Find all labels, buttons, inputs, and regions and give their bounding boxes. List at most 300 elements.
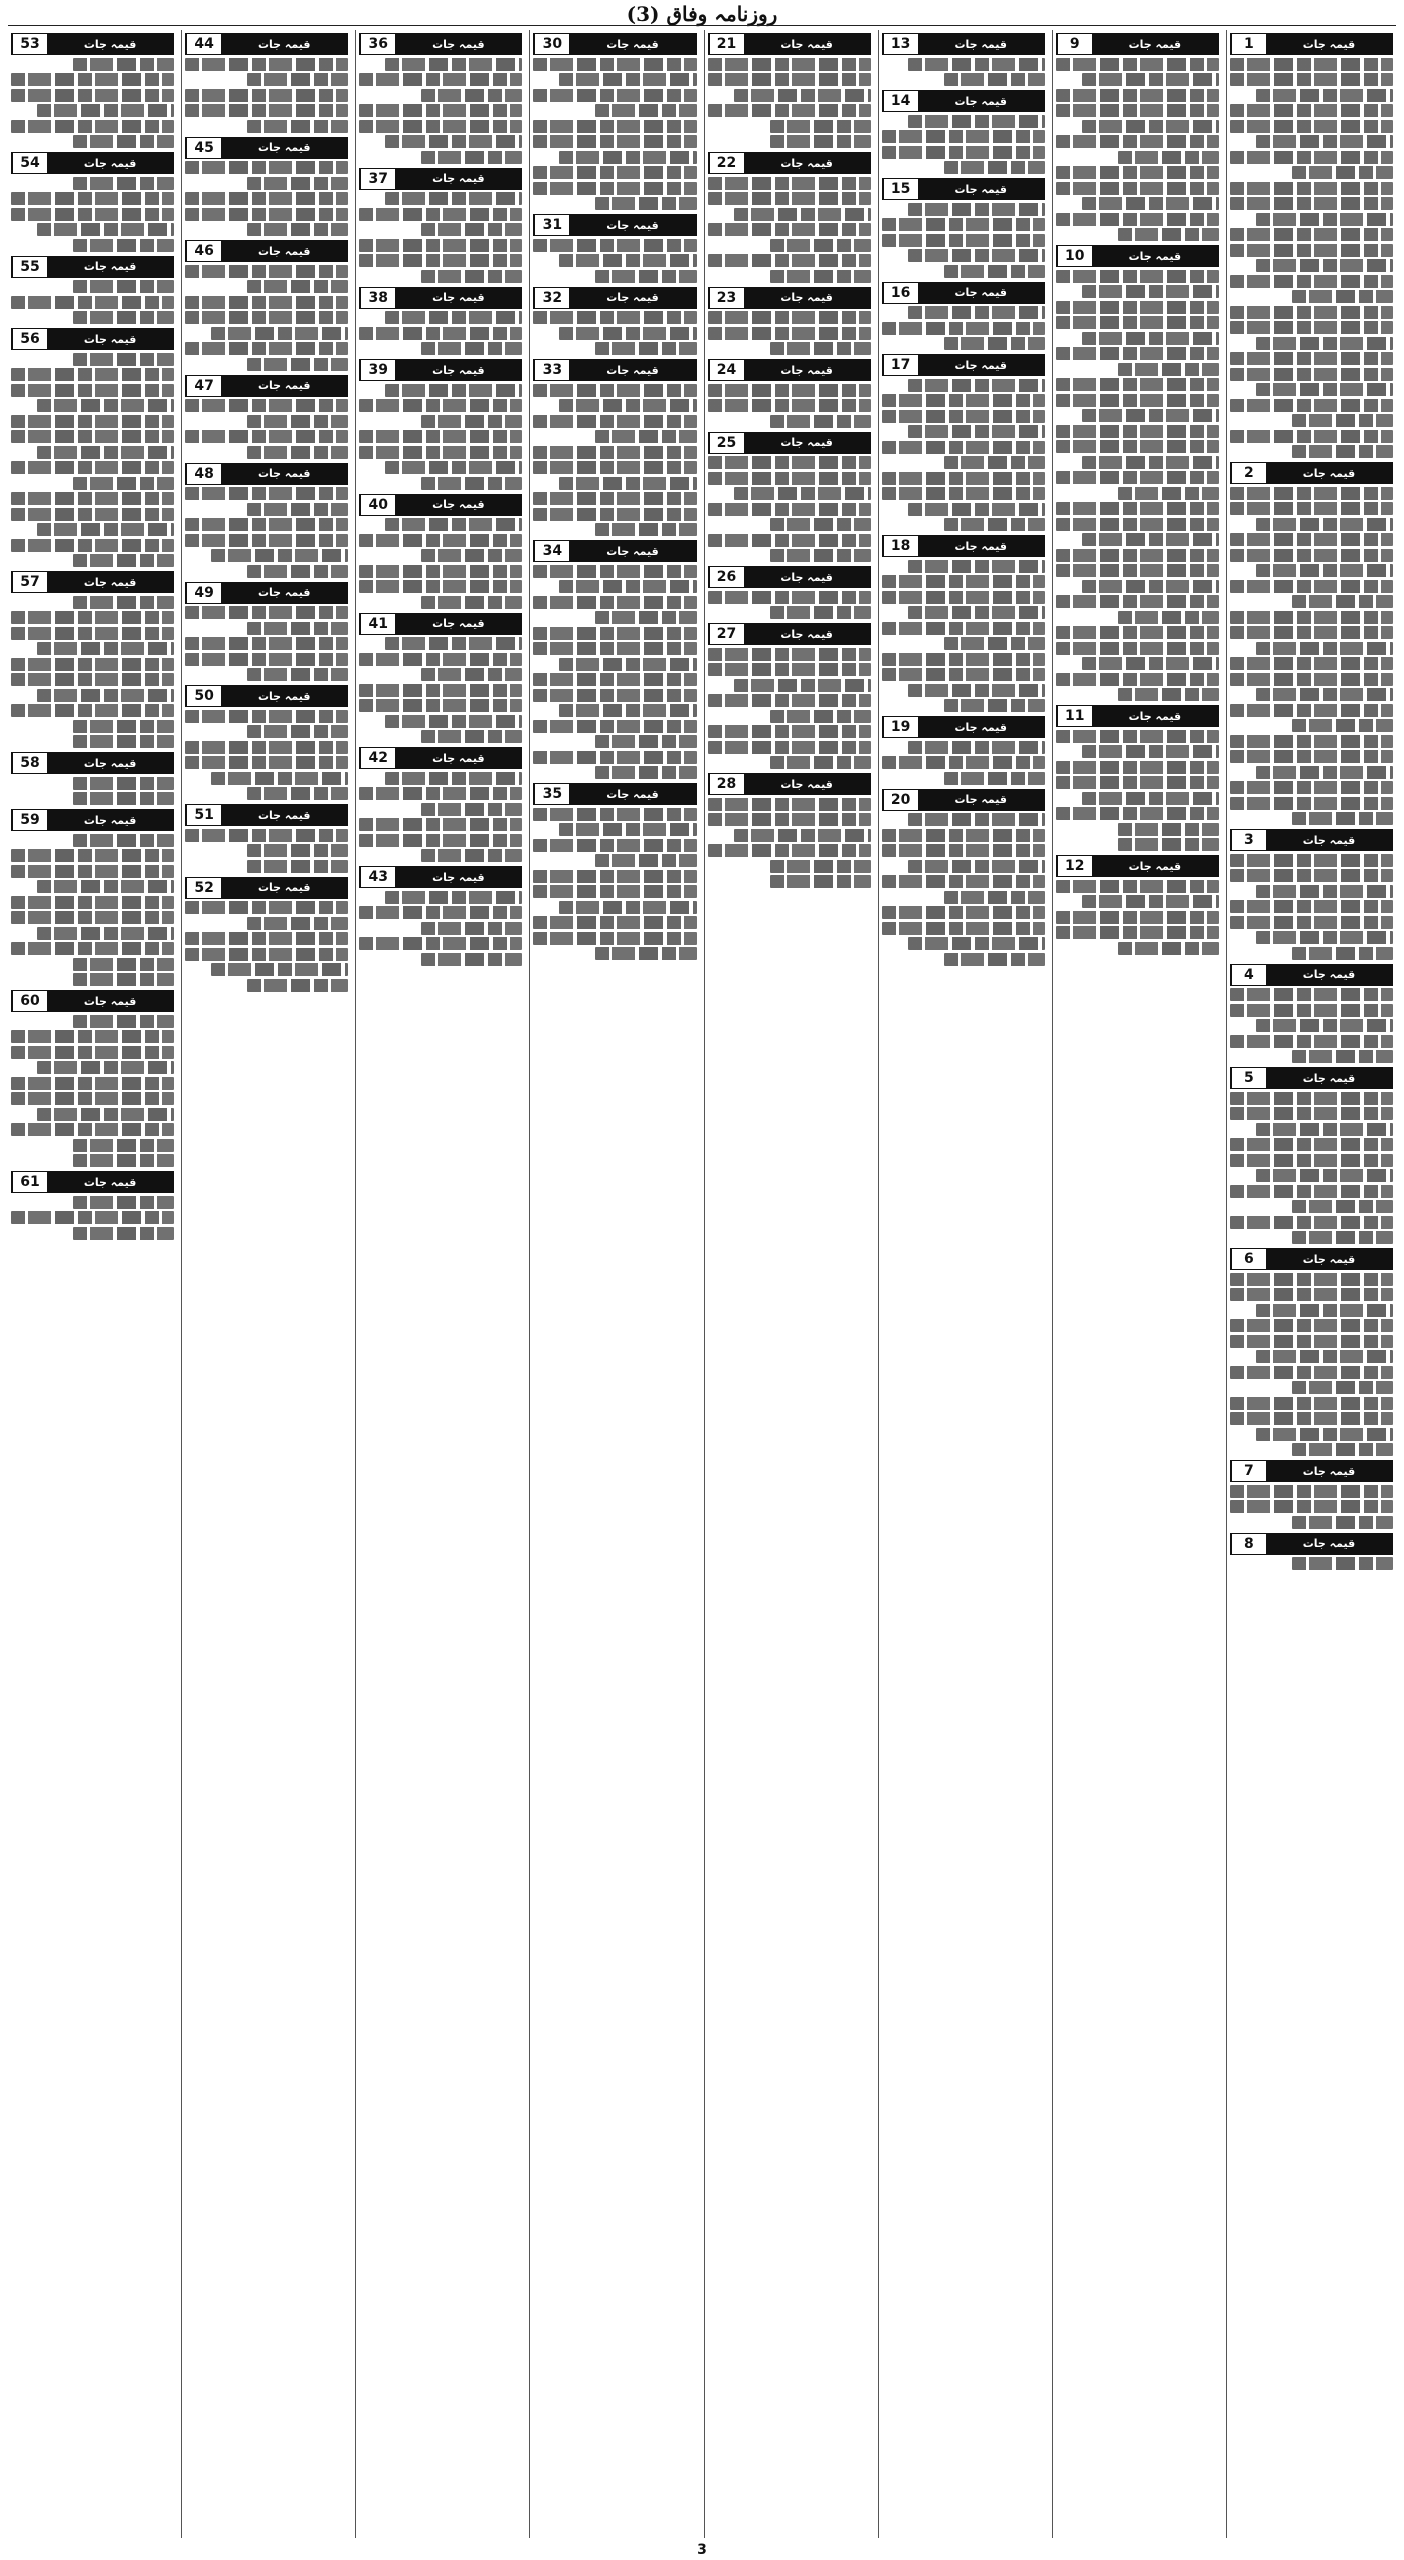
text-line [1292, 1516, 1393, 1529]
text-line [185, 653, 348, 666]
notice-header [185, 463, 348, 485]
text-line [37, 523, 174, 536]
notice-title: قیمہ جات [221, 583, 347, 603]
notice-title: قیمہ جات [744, 567, 870, 587]
text-line [708, 503, 871, 516]
text-line [1118, 151, 1219, 164]
notice-item-34 [533, 540, 696, 779]
text-line [247, 446, 348, 459]
text-line [1082, 745, 1219, 758]
text-line [1056, 378, 1219, 391]
text-line [359, 104, 522, 117]
text-line [11, 1077, 174, 1090]
notice-number: 20 [883, 790, 918, 810]
notice-item-28 [708, 773, 871, 888]
text-line [1230, 120, 1393, 133]
text-line [595, 947, 696, 960]
notice-title: قیمہ جات [221, 241, 347, 261]
text-line [385, 637, 522, 650]
notice-item-23 [708, 287, 871, 356]
text-line [11, 865, 174, 878]
column-7 [181, 30, 351, 2538]
notice-item-57 [11, 571, 174, 748]
notice-title: قیمہ جات [47, 753, 173, 773]
notice-number: 7 [1231, 1461, 1266, 1481]
text-line [559, 327, 696, 340]
notice-header [882, 33, 1045, 55]
notice-item-41 [359, 613, 522, 744]
notice-header [1230, 1248, 1393, 1270]
text-line [1256, 885, 1393, 898]
text-line [533, 839, 696, 852]
text-line [247, 668, 348, 681]
text-line [533, 89, 696, 102]
text-line [185, 311, 348, 324]
text-line [1256, 688, 1393, 701]
text-line [185, 829, 348, 842]
text-line [595, 611, 696, 624]
notice-header [708, 359, 871, 381]
notice-title: قیمہ جات [47, 329, 173, 349]
notice-title: قیمہ جات [1266, 830, 1392, 850]
notice-item-5 [1230, 1067, 1393, 1244]
masthead [0, 0, 1404, 28]
text-line [421, 477, 522, 490]
text-line [1056, 730, 1219, 743]
text-line [37, 927, 174, 940]
notice-title: قیمہ جات [47, 810, 173, 830]
text-line [73, 1015, 174, 1028]
text-line [1118, 838, 1219, 851]
text-line [1056, 104, 1219, 117]
text-line [533, 58, 696, 71]
text-line [1230, 1273, 1393, 1286]
notice-title: قیمہ جات [1266, 1534, 1392, 1554]
text-line [185, 948, 348, 961]
text-line [1230, 1035, 1393, 1048]
notice-title: قیمہ جات [47, 1172, 173, 1192]
text-line [908, 860, 1045, 873]
notice-item-24 [708, 359, 871, 428]
text-line [1056, 502, 1219, 515]
text-line [11, 89, 174, 102]
text-line [185, 518, 348, 531]
text-line [1256, 766, 1393, 779]
notice-title: قیمہ جات [47, 257, 173, 277]
text-line [1230, 58, 1393, 71]
text-line [770, 875, 871, 888]
notice-title: قیمہ جات [221, 138, 347, 158]
column-3 [878, 30, 1048, 2538]
text-line [708, 534, 871, 547]
text-line [1230, 430, 1393, 443]
text-line [708, 384, 871, 397]
notice-item-1 [1230, 33, 1393, 458]
text-line [73, 720, 174, 733]
text-line [1056, 425, 1219, 438]
text-line [1230, 1500, 1393, 1513]
text-line [247, 622, 348, 635]
text-line [882, 875, 1045, 888]
notice-item-2 [1230, 462, 1393, 825]
text-line [708, 798, 871, 811]
notice-header [1230, 1460, 1393, 1482]
text-line [882, 622, 1045, 635]
text-line [1292, 445, 1393, 458]
notice-item-61 [11, 1171, 174, 1240]
notice-number: 4 [1231, 965, 1266, 985]
text-line [1056, 911, 1219, 924]
text-line [533, 239, 696, 252]
notice-number: 44 [186, 34, 221, 54]
notice-number: 61 [12, 1172, 47, 1192]
text-line [421, 223, 522, 236]
text-line [73, 353, 174, 366]
text-line [1056, 347, 1219, 360]
text-line [185, 161, 348, 174]
notice-item-9 [1056, 33, 1219, 241]
text-line [1230, 704, 1393, 717]
text-line [533, 311, 696, 324]
text-line [73, 973, 174, 986]
text-line [37, 399, 174, 412]
notice-number: 24 [709, 360, 744, 380]
text-line [1230, 750, 1393, 763]
text-line [944, 456, 1045, 469]
text-line [1056, 880, 1219, 893]
text-line [1082, 533, 1219, 546]
text-line [185, 265, 348, 278]
text-line [1118, 363, 1219, 376]
notice-number: 11 [1057, 706, 1092, 726]
notice-number: 15 [883, 179, 918, 199]
notice-item-36 [359, 33, 522, 164]
notice-item-8 [1230, 1533, 1393, 1571]
text-line [533, 673, 696, 686]
text-line [882, 394, 1045, 407]
text-line [185, 756, 348, 769]
text-line [944, 265, 1045, 278]
text-line [359, 120, 522, 133]
text-line [533, 689, 696, 702]
text-line [247, 280, 348, 293]
text-line [882, 146, 1045, 159]
text-line [882, 410, 1045, 423]
text-line [533, 120, 696, 133]
text-line [185, 104, 348, 117]
notice-item-53 [11, 33, 174, 148]
text-line [37, 1061, 174, 1074]
text-line [421, 922, 522, 935]
notice-header [11, 256, 174, 278]
text-line [1056, 761, 1219, 774]
text-line [385, 518, 522, 531]
text-line [944, 953, 1045, 966]
text-line [185, 487, 348, 500]
text-line [734, 89, 871, 102]
text-line [1230, 900, 1393, 913]
text-line [533, 461, 696, 474]
notice-number: 46 [186, 241, 221, 261]
text-line [595, 766, 696, 779]
notice-header [11, 328, 174, 350]
text-line [185, 430, 348, 443]
notice-header [708, 287, 871, 309]
text-line [1292, 1231, 1393, 1244]
text-line [559, 901, 696, 914]
notice-number: 38 [360, 288, 395, 308]
text-line [708, 844, 871, 857]
text-line [1056, 518, 1219, 531]
text-line [73, 554, 174, 567]
notice-title: قیمہ جات [569, 288, 695, 308]
notice-item-60 [11, 990, 174, 1167]
text-line [73, 777, 174, 790]
notice-number: 34 [534, 541, 569, 561]
text-line [421, 668, 522, 681]
notice-title: قیمہ جات [569, 34, 695, 54]
text-line [421, 270, 522, 283]
notice-item-20 [882, 789, 1045, 966]
text-line [359, 430, 522, 443]
text-line [1230, 657, 1393, 670]
notice-item-45 [185, 137, 348, 237]
notice-number: 45 [186, 138, 221, 158]
text-line [11, 120, 174, 133]
text-line [595, 104, 696, 117]
text-line [533, 166, 696, 179]
text-line [385, 135, 522, 148]
text-line [708, 472, 871, 485]
notice-title: قیمہ جات [744, 774, 870, 794]
text-line [1056, 673, 1219, 686]
text-line [1256, 1350, 1393, 1363]
text-line [185, 606, 348, 619]
text-line [73, 1139, 174, 1152]
text-line [185, 89, 348, 102]
text-line [1230, 487, 1393, 500]
notice-item-55 [11, 256, 174, 325]
text-line [73, 596, 174, 609]
text-line [1230, 1092, 1393, 1105]
notice-title: قیمہ جات [744, 433, 870, 453]
text-line [247, 844, 348, 857]
column-4 [704, 30, 874, 2538]
notice-number: 16 [883, 283, 918, 303]
notice-title: قیمہ جات [47, 153, 173, 173]
text-line [1292, 812, 1393, 825]
text-line [247, 358, 348, 371]
text-line [1056, 394, 1219, 407]
text-line [11, 508, 174, 521]
notice-header [185, 33, 348, 55]
text-line [1256, 518, 1393, 531]
notice-header [882, 716, 1045, 738]
text-line [73, 477, 174, 490]
notice-title: قیمہ جات [395, 169, 521, 189]
text-line [1230, 916, 1393, 929]
notice-item-37 [359, 168, 522, 283]
notice-header [533, 214, 696, 236]
text-line [533, 720, 696, 733]
notice-number: 8 [1231, 1534, 1266, 1554]
notice-title: قیمہ جات [395, 288, 521, 308]
text-line [11, 1046, 174, 1059]
text-line [595, 523, 696, 536]
notice-title: قیمہ جات [918, 355, 1044, 375]
text-line [1056, 471, 1219, 484]
text-line [1292, 595, 1393, 608]
text-line [185, 208, 348, 221]
text-line [1256, 1169, 1393, 1182]
notice-number: 51 [186, 805, 221, 825]
notice-header [533, 287, 696, 309]
text-line [908, 937, 1045, 950]
text-line [1230, 399, 1393, 412]
text-line [11, 673, 174, 686]
text-line [708, 327, 871, 340]
notice-header [185, 804, 348, 826]
text-line [1256, 642, 1393, 655]
text-line [211, 772, 348, 785]
text-line [1230, 368, 1393, 381]
text-line [770, 135, 871, 148]
text-line [1230, 321, 1393, 334]
text-line [385, 772, 522, 785]
text-line [1056, 926, 1219, 939]
notice-header [882, 354, 1045, 376]
text-line [1256, 337, 1393, 350]
text-line [559, 658, 696, 671]
notice-number: 14 [883, 91, 918, 111]
text-line [1292, 1557, 1393, 1570]
text-line [1230, 1319, 1393, 1332]
notice-number: 3 [1231, 830, 1266, 850]
text-line [708, 591, 871, 604]
notice-item-32 [533, 287, 696, 356]
text-line [1118, 611, 1219, 624]
text-line [247, 223, 348, 236]
text-line [1056, 642, 1219, 655]
text-line [1056, 135, 1219, 148]
text-line [1256, 135, 1393, 148]
text-line [247, 73, 348, 86]
text-line [1256, 1304, 1393, 1317]
notice-item-59 [11, 809, 174, 986]
notice-header [185, 877, 348, 899]
notice-title: قیمہ جات [569, 360, 695, 380]
text-line [1056, 89, 1219, 102]
notice-item-52 [185, 877, 348, 992]
text-line [908, 249, 1045, 262]
text-line [1082, 73, 1219, 86]
text-line [1082, 895, 1219, 908]
text-line [1082, 456, 1219, 469]
notice-number: 54 [12, 153, 47, 173]
notice-number: 39 [360, 360, 395, 380]
notice-title: قیمہ جات [918, 34, 1044, 54]
notice-title: قیمہ جات [47, 572, 173, 592]
masthead-rule [8, 25, 1396, 26]
notice-header [1230, 33, 1393, 55]
notice-item-11 [1056, 705, 1219, 851]
text-line [908, 379, 1045, 392]
text-line [73, 834, 174, 847]
text-line [359, 787, 522, 800]
text-line [1118, 823, 1219, 836]
notice-title: قیمہ جات [221, 878, 347, 898]
text-line [1256, 1019, 1393, 1032]
text-line [1230, 580, 1393, 593]
notice-title: قیمہ جات [1266, 1461, 1392, 1481]
text-line [1256, 383, 1393, 396]
notice-title: قیمہ جات [744, 624, 870, 644]
notice-item-27 [708, 623, 871, 769]
text-line [185, 296, 348, 309]
notice-item-54 [11, 152, 174, 252]
text-line [559, 823, 696, 836]
text-line [533, 565, 696, 578]
notice-item-50 [185, 685, 348, 800]
text-line [11, 1030, 174, 1043]
text-line [708, 648, 871, 661]
column-2 [1052, 30, 1222, 2538]
text-line [1230, 988, 1393, 1001]
text-line [908, 503, 1045, 516]
text-line [708, 663, 871, 676]
text-line [359, 254, 522, 267]
text-line [11, 539, 174, 552]
text-line [247, 787, 348, 800]
notice-header [359, 747, 522, 769]
notice-title: قیمہ جات [569, 784, 695, 804]
text-line [1230, 1397, 1393, 1410]
text-line [421, 549, 522, 562]
text-line [421, 151, 522, 164]
text-line [421, 849, 522, 862]
text-line [708, 223, 871, 236]
text-line [1230, 1107, 1393, 1120]
text-line [211, 327, 348, 340]
text-line [11, 384, 174, 397]
text-line [908, 203, 1045, 216]
notice-item-13 [882, 33, 1045, 86]
notice-item-43 [359, 866, 522, 966]
text-line [11, 296, 174, 309]
text-line [359, 565, 522, 578]
notice-number: 5 [1231, 1068, 1266, 1088]
text-line [882, 130, 1045, 143]
text-line [37, 642, 174, 655]
text-line [595, 854, 696, 867]
text-line [11, 415, 174, 428]
notice-number: 47 [186, 376, 221, 396]
notice-number: 32 [534, 288, 569, 308]
text-line [211, 963, 348, 976]
column-5 [529, 30, 699, 2538]
text-line [734, 487, 871, 500]
text-line [11, 208, 174, 221]
text-line [359, 906, 522, 919]
text-line [1056, 776, 1219, 789]
text-line [1256, 259, 1393, 272]
notice-header [185, 375, 348, 397]
notice-header [185, 582, 348, 604]
text-line [1230, 611, 1393, 624]
text-line [421, 953, 522, 966]
text-line [247, 917, 348, 930]
notice-title: قیمہ جات [1266, 1249, 1392, 1269]
